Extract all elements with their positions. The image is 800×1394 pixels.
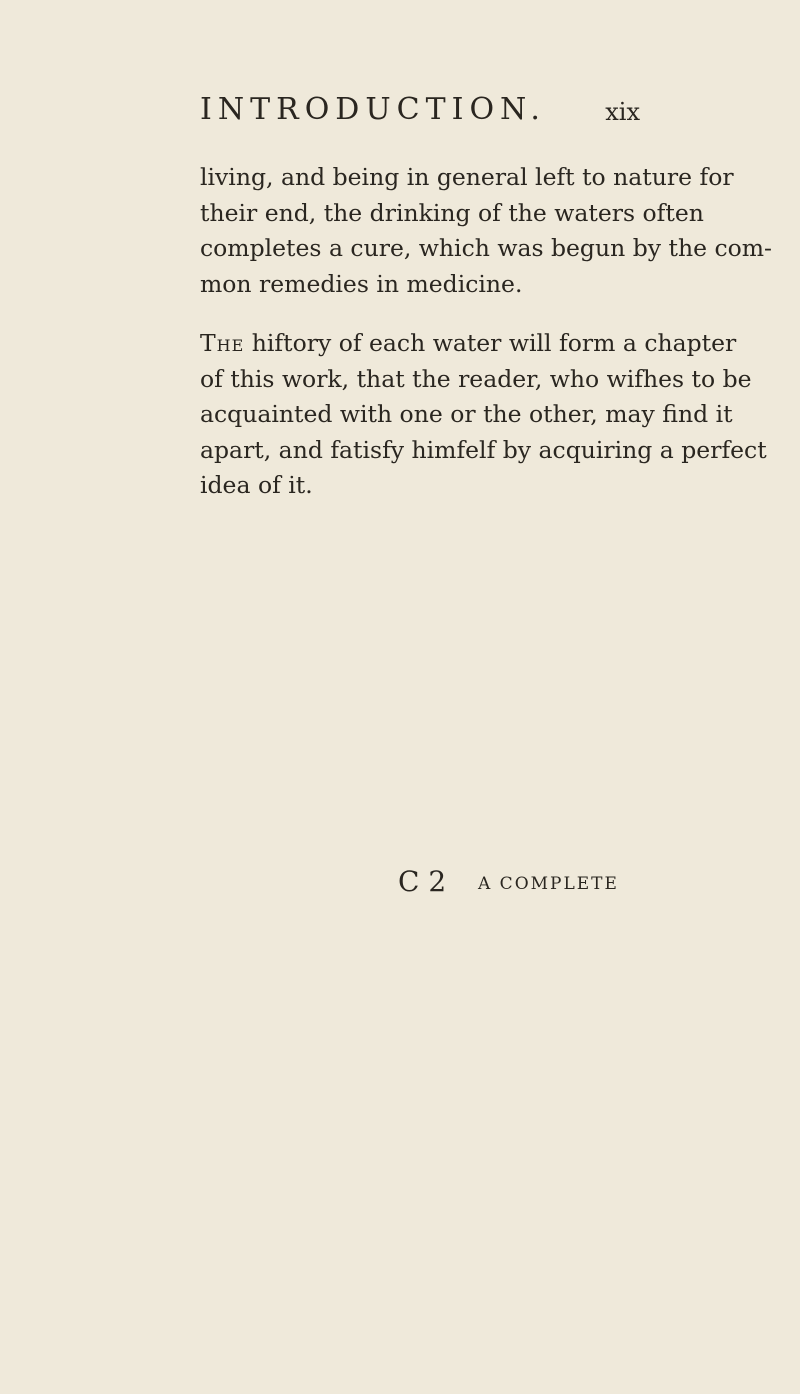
text-line-rest: hiftory of each water will form a chapter [244,329,737,357]
text-line: apart, and fatisfy himfelf by acquiring a perfect [200,435,767,464]
body-text [200,160,772,504]
text-line: mon remedies in medicine. [200,269,523,298]
text-line: of this work, that the reader, who wifhes to be [200,364,752,393]
header-title: INTRODUCTION. [200,92,546,127]
paragraph-1 [200,160,772,302]
signature-mark: C 2 [398,865,447,898]
page-number: xix [605,98,640,126]
paragraph-opening-word: The [200,329,245,357]
text-line: their end, the drinking of the waters often [200,198,704,227]
catchword: A COMPLETE [478,874,619,894]
text-line: completes a cure, which was begun by the com- [200,234,772,262]
running-header [200,92,640,132]
text-line: living, and being in general left to nature for [200,163,734,191]
text-line: idea of it. [200,471,313,499]
paragraph-2 [200,326,767,504]
text-line [200,326,737,362]
text-line: acquainted with one or the other, may find it [200,400,733,428]
